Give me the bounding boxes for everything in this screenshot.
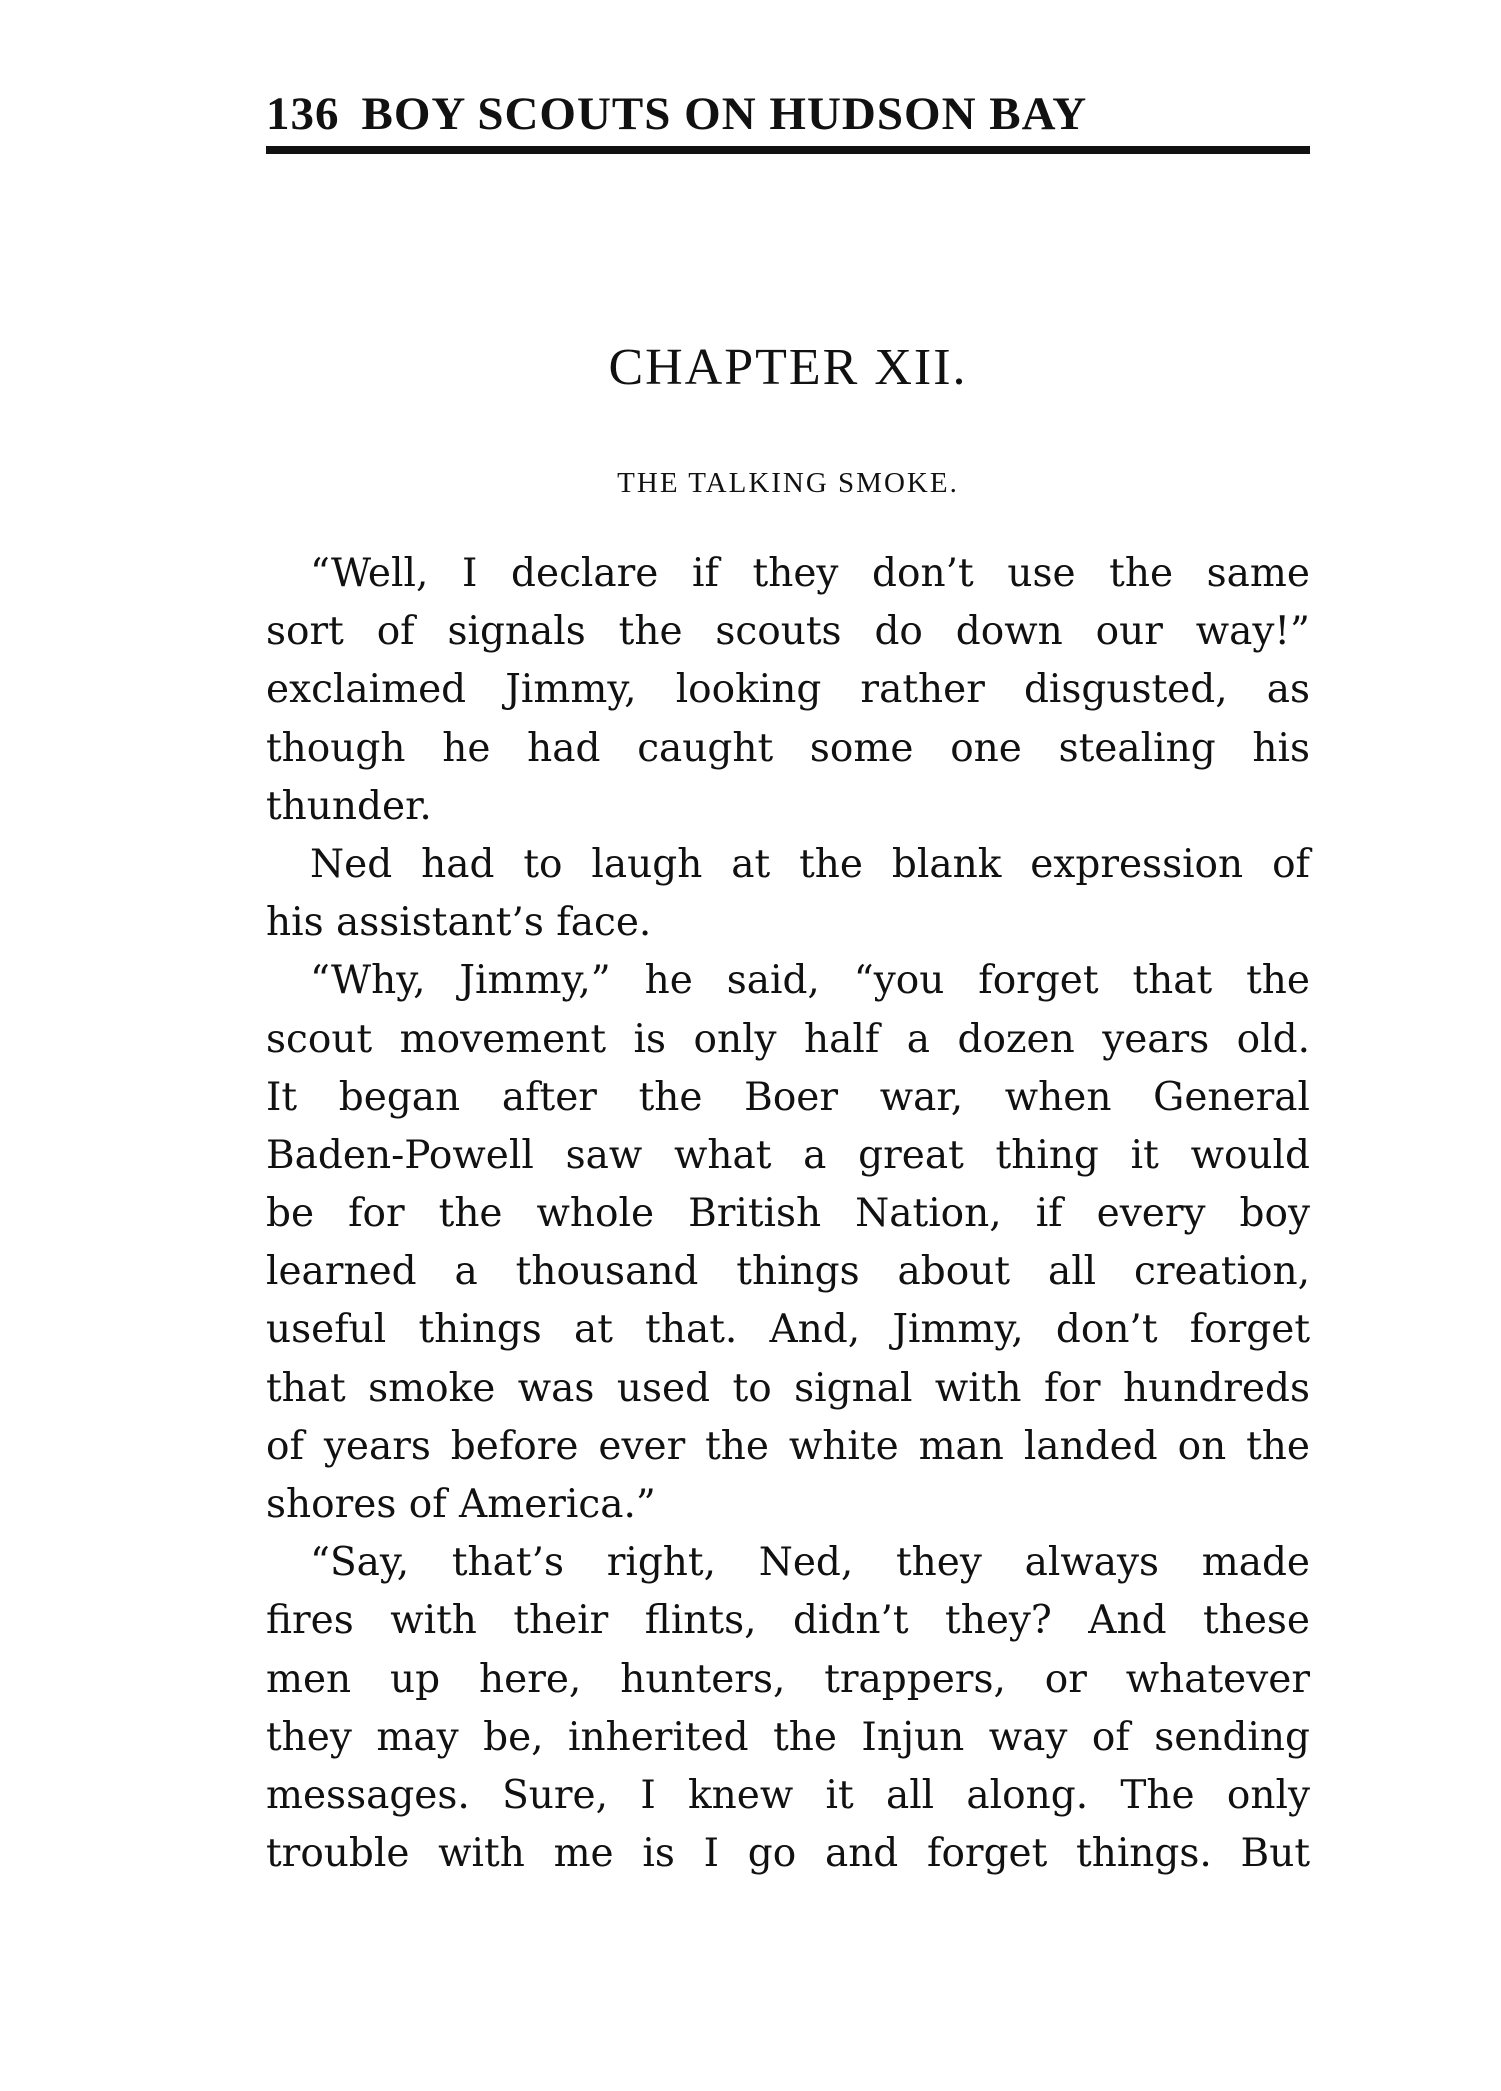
chapter-title: THE TALKING SMOKE. [617, 467, 959, 499]
text-line: useful things at that. And, Jimmy, don’t forget [266, 1307, 1310, 1353]
text-line: Ned had to laugh at the blank expression of [310, 841, 1310, 887]
text-line: Baden-Powell saw what a great thing it would [266, 1132, 1310, 1178]
text-line: his assistant’s face. [266, 900, 652, 946]
text-line: exclaimed Jimmy, looking rather disgusted, as [266, 667, 1310, 713]
book-title: BOY SCOUTS ON HUDSON BAY [361, 88, 1088, 140]
text-line: trouble with me is I go and forget things. But [266, 1831, 1310, 1877]
text-line: “Say, that’s right, Ned, they always made [310, 1540, 1310, 1586]
text-line: messages. Sure, I knew it all along. The only [266, 1772, 1310, 1818]
running-head [266, 88, 1310, 140]
page-number: 136 [266, 88, 340, 140]
text-line: sort of signals the scouts do down our way!” [266, 609, 1310, 655]
chapter-heading: CHAPTER XII. [608, 339, 968, 396]
text-line: scout movement is only half a dozen years old. [266, 1016, 1310, 1062]
text-line: of years before ever the white man landed on the [266, 1423, 1310, 1469]
text-line: learned a thousand things about all creation, [266, 1249, 1310, 1295]
text-line: though he had caught some one stealing his [266, 725, 1310, 771]
text-line: “Why, Jimmy,” he said, “you forget that the [310, 958, 1310, 1004]
text-line: be for the whole British Nation, if every boy [266, 1191, 1310, 1237]
text-line: “Well, I declare if they don’t use the same [310, 551, 1310, 596]
text-line: they may be, inherited the Injun way of sending [266, 1714, 1310, 1760]
text-line: that smoke was used to signal with for hundreds [266, 1365, 1310, 1411]
text-line: shores of America.” [266, 1482, 656, 1527]
text-line: fires with their flints, didn’t they? And these [266, 1598, 1310, 1644]
body-text [266, 545, 1310, 1883]
text-line: thunder. [266, 783, 432, 829]
text-line: It began after the Boer war, when General [266, 1074, 1310, 1120]
text-line: men up here, hunters, trappers, or whatever [266, 1656, 1310, 1702]
header-rule [266, 146, 1310, 154]
